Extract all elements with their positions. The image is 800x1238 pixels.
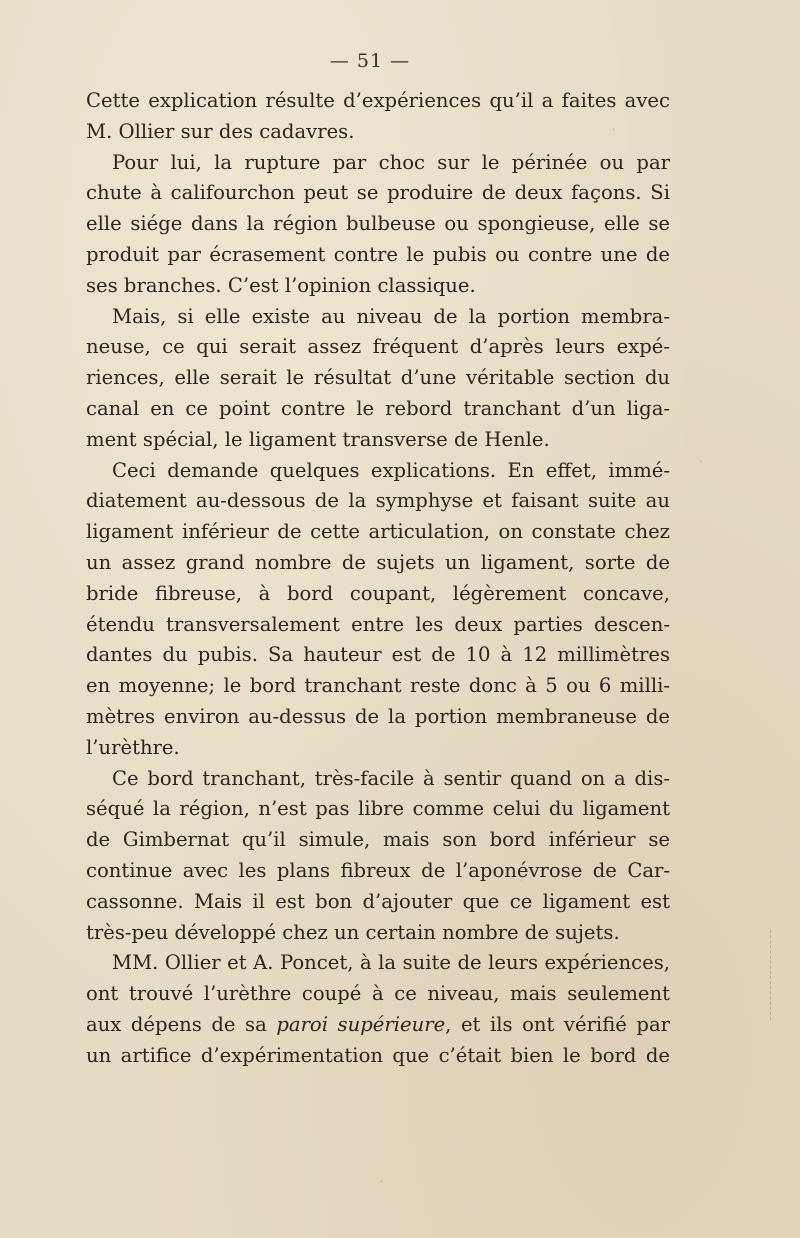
- text-line: diatement au-dessous de la symphyse et faisant suite au: [86, 489, 670, 513]
- text-line: riences, elle serait le résultat d’une véritable section du: [86, 366, 670, 390]
- text-line: étendu transversalement entre les deux parties descen-: [86, 612, 670, 636]
- body-text: [86, 86, 670, 1072]
- text-line: elle siége dans la région bulbeuse ou spongieuse, elle se: [86, 212, 670, 236]
- text-line: très-peu développé chez un certain nombre de sujets.: [86, 920, 620, 944]
- text-line: mètres environ au-dessus de la portion membraneuse de: [86, 704, 670, 728]
- text-line: dantes du pubis. Sa hauteur est de 10 à 12 millimètres: [86, 643, 670, 667]
- text-line: M. Ollier sur des cadavres.: [86, 119, 355, 143]
- text-line: chute à califourchon peut se produire de deux façons. Si: [86, 181, 670, 205]
- text-line: Pour lui, la rupture par choc sur le périnée ou par: [112, 150, 670, 174]
- text-line: ment spécial, le ligament transverse de Henle.: [86, 427, 550, 451]
- text-line: neuse, ce qui serait assez fréquent d’après leurs expé-: [86, 335, 670, 359]
- text-line: Cette explication résulte d’expériences qu’il a faites avec: [86, 89, 670, 112]
- text-line: séqué la région, n’est pas libre comme celui du ligament: [86, 797, 670, 821]
- text-line: Ceci demande quelques explications. En effet, immé-: [112, 458, 670, 482]
- text-line: aux dépens de sa paroi supérieure, et ils ont vérifié par: [86, 1012, 670, 1036]
- text-line: Mais, si elle existe au niveau de la portion membra-: [112, 304, 670, 328]
- text-line: canal en ce point contre le rebord tranchant d’un liga-: [86, 396, 670, 420]
- text-line: ses branches. C’est l’opinion classique.: [86, 273, 476, 297]
- text-line: produit par écrasement contre le pubis ou contre une de: [86, 242, 670, 266]
- text-line: bride fibreuse, à bord coupant, légèrement concave,: [86, 581, 670, 605]
- italic-phrase: paroi supérieure: [276, 1012, 446, 1036]
- margin-mark: [770, 930, 773, 1020]
- text-line: ont trouvé l’urèthre coupé à ce niveau, mais seulement: [86, 982, 670, 1006]
- text-line: ligament inférieur de cette articulation, on constate chez: [86, 520, 670, 544]
- text-line: continue avec les plans fibreux de l’aponévrose de Car-: [86, 858, 670, 882]
- text-line: de Gimbernat qu’il simule, mais son bord inférieur se: [86, 828, 670, 852]
- text-line: Ce bord tranchant, très-facile à sentir quand on a dis-: [112, 766, 670, 790]
- page-number: — 51 —: [329, 50, 411, 72]
- text-line: MM. Ollier et A. Poncet, à la suite de leurs expériences,: [112, 951, 670, 975]
- text-line: cassonne. Mais il est bon d’ajouter que ce ligament est: [86, 889, 670, 913]
- text-line: un artifice d’expérimentation que c’était bien le bord de: [86, 1043, 670, 1067]
- text-line: un assez grand nombre de sujets un ligament, sorte de: [86, 550, 670, 574]
- text-line: en moyenne; le bord tranchant reste donc à 5 ou 6 milli-: [86, 674, 670, 698]
- text-line: l’urèthre.: [86, 735, 180, 759]
